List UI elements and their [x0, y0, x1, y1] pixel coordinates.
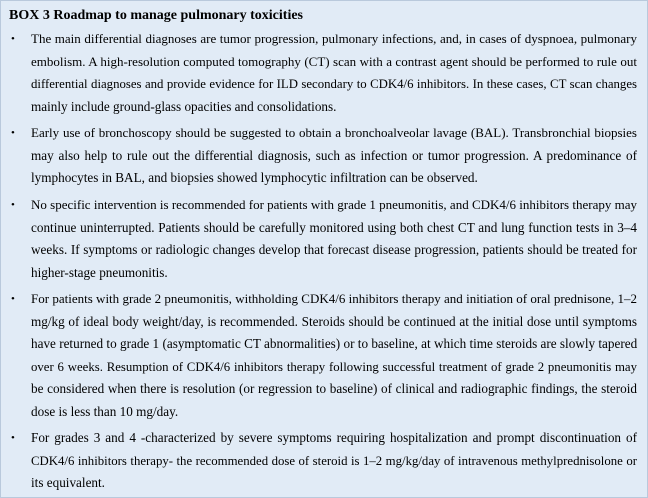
item-1-line-1: The main differential diagnoses are tumor progression, pulmonary infections, and, in cases of dyspnoea, pulmonary	[31, 31, 637, 46]
item-2-line-1: Early use of bronchoscopy should be suggested to obtain a bronchoalveolar lavage (BAL). Transbronchial biopsies	[31, 125, 637, 140]
item-5-line-2: CDK4/6 inhibitors therapy- the recommended dose of steroid is 1–2 mg/kg/day of intravenous methylprednisolone or	[31, 453, 637, 468]
item-4-line-3: have returned to grade 1 (asymptomatic CT abnormalities) or to baseline, at which time steroids are slowly tapered	[31, 336, 638, 351]
item-3-line-4: higher-stage pneumonitis.	[31, 264, 168, 280]
bullet-icon: •	[11, 33, 15, 45]
item-4-line-1: For patients with grade 2 pneumonitis, withholding CDK4/6 inhibitors therapy and initiation of oral prednisone, 1–2	[31, 291, 637, 306]
bullet-icon: •	[11, 432, 15, 444]
item-5-line-1: For grades 3 and 4 -characterized by severe symptoms requiring hospitalization and prompt discontinuation of	[31, 430, 637, 445]
item-5-line-3: its equivalent.	[31, 475, 105, 490]
item-4-line-5: be considered when there is resolution (or regression to baseline) of clinical and radiographic findings, the steroid	[31, 381, 637, 396]
bullet-icon: •	[11, 127, 15, 139]
item-3-line-1: No specific intervention is recommended for patients with grade 1 pneumonitis, and CDK4/6 inhibitors therapy may	[31, 197, 637, 212]
item-1-line-4: mainly include ground-glass opacities and consolidations.	[31, 98, 337, 114]
item-3-line-3: weeks. If symptoms or radiologic changes develop that forecast disease progression, patients should be treated for	[31, 242, 637, 257]
bullet-icon: •	[11, 199, 15, 211]
item-2-line-2: may also help to rule out the differential diagnosis, such as infection or tumor progression. A predominance of	[31, 147, 637, 163]
item-4-line-2: mg/kg of ideal body weight/day, is recommended. Steroids should be continued at the initial dose until symptoms	[31, 313, 637, 329]
box-title: BOX 3 Roadmap to manage pulmonary toxicities	[9, 8, 303, 23]
item-3-line-2: continue uninterrupted. Patients should be carefully monitored using both chest CT and lung function tests in 3–4	[31, 219, 637, 235]
item-4-line-6: dose is less than 10 mg/day.	[31, 403, 179, 419]
bullet-icon: •	[11, 293, 15, 305]
item-2-line-3: lymphocytes in BAL, and biopsies showed lymphocytic infiltration can be observed.	[31, 170, 478, 185]
item-1-line-3: differential diagnoses and provide evidence for ILD secondary to CDK4/6 inhibitors. In these cases, CT scan changes	[31, 77, 637, 91]
item-4-line-4: over 6 weeks. Resumption of CDK4/6 inhibitors therapy following successful treatment of grade 2 pneumonitis may	[31, 359, 637, 374]
item-1-line-2: embolism. A high-resolution computed tomography (CT) scan with a contrast agent should be performed to rule out	[31, 53, 637, 69]
